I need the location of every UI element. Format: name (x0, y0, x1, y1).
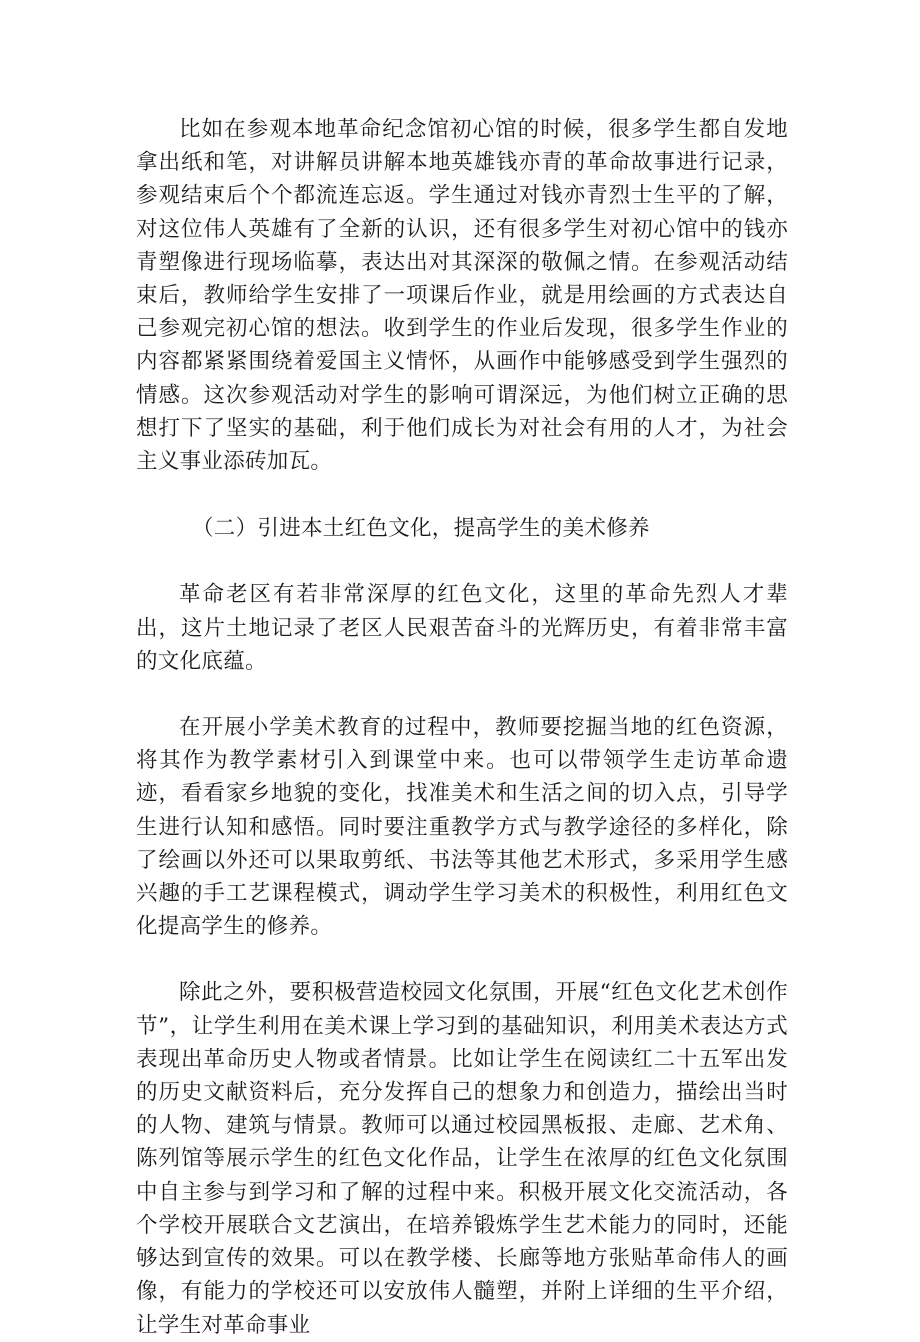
document-page (136, 113, 788, 1342)
body-paragraph: 比如在参观本地革命纪念馆初心馆的时候，很多学生都自发地拿出纸和笔，对讲解员讲解本地英雄钱亦青的革命故事进行记录，参观结束后个个都流连忘返。学生通过对钱亦青烈士生平的了解，对这位伟人英雄有了全新的认识，还有很多学生对初心馆中的钱亦青塑像进行现场临摹，表达出对其深深的敬佩之情。在参观活动结束后，教师给学生安排了一项课后作业，就是用绘画的方式表达自己参观完初心馆的想法。收到学生的作业后发现，很多学生作业的内容都紧紧围绕着爱国主义情怀，从画作中能够感受到学生强烈的情感。这次参观活动对学生的影响可谓深远，为他们树立正确的思想打下了坚实的基础，利于他们成长为对社会有用的人才，为社会主义事业添砖加瓦。 (136, 117, 788, 475)
body-paragraph: 除此之外，要积极营造校园文化氛围，开展“红色文化艺术创作节”，让学生利用在美术课上学习到的基础知识，利用美术表达方式表现出革命历史人物或者情景。比如让学生在阅读红二十五军出发的历史文献资料后，充分发挥自己的想象力和创造力，描绘出当时的人物、建筑与情景。教师可以通过校园黑板报、走廊、艺术角、陈列馆等展示学生的红色文化作品，让学生在浓厚的红色文化氛围中自主参与到学习和了解的过程中来。积极开展文化交流活动，各个学校开展联合文艺演出，在培养锻炼学生艺术能力的同时，还能够达到宣传的效果。可以在教学楼、长廊等地方张贴革命伟人的画像，有能力的学校还可以安放伟人髓塑，并附上详细的生平介绍，让学生对革命事业 (136, 980, 788, 1338)
body-paragraph: 在开展小学美术教育的过程中，教师要挖掘当地的红色资源，将其作为教学素材引入到课堂中来。也可以带领学生走访革命遗迹，看看家乡地貌的变化，找准美术和生活之间的切入点，引导学生进行认知和感悟。同时要注重教学方式与教学途径的多样化，除了绘画以外还可以果取剪纸、书法等其他艺术形式，多采用学生感兴趣的手工艺课程模式，调动学生学习美术的积极性，利用红色文化提高学生的修养。 (136, 715, 788, 940)
body-paragraph: 革命老区有若非常深厚的红色文化，这里的革命先烈人才辈出，这片土地记录了老区人民艰苦奋斗的光辉历史，有着非常丰富的文化底蕴。 (136, 582, 788, 674)
section-heading: （二）引进本土红色文化，提高学生的美术修养 (192, 516, 650, 542)
